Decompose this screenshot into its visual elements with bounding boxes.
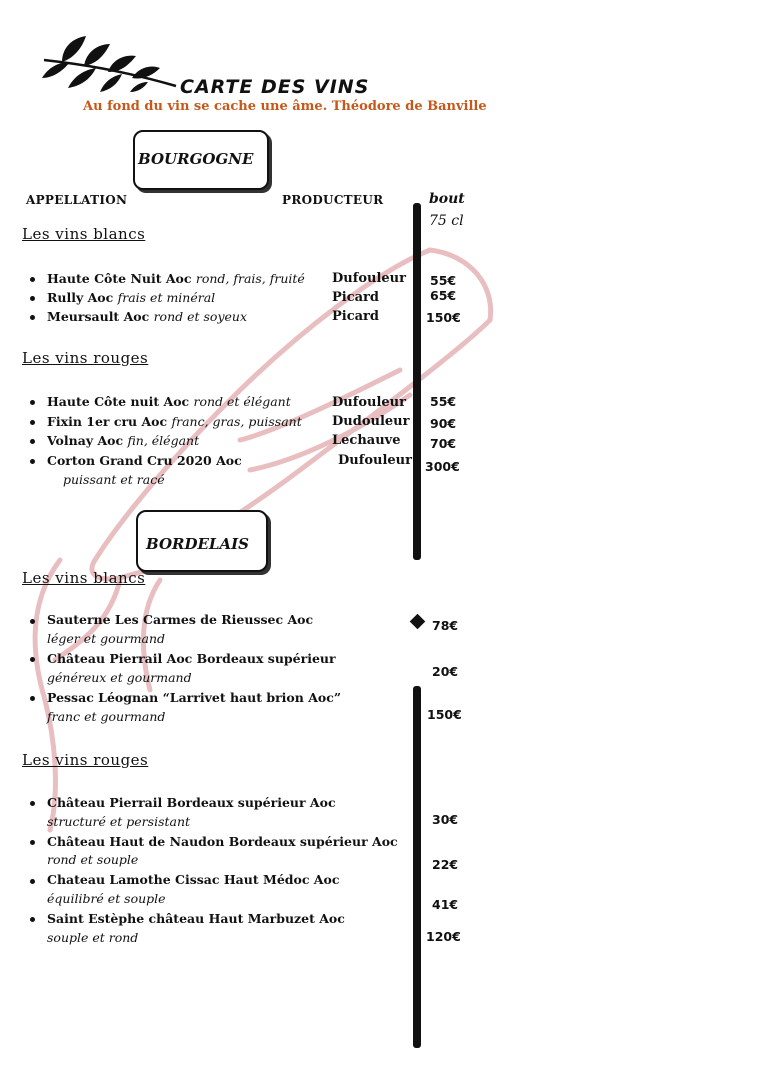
- list-item-name: Haute Côte nuit Aoc rond et élégant: [47, 394, 291, 409]
- bullet: [30, 801, 35, 806]
- column-volume: 75 cl: [429, 213, 464, 229]
- wine-price: 55€: [430, 394, 457, 409]
- wine-description: rond, frais, fruité: [195, 271, 305, 286]
- bullet: [30, 917, 35, 922]
- wine-producer: Picard: [332, 309, 379, 324]
- wine-description: frais et minéral: [117, 290, 216, 305]
- wine-description: fin, élégant: [127, 433, 200, 448]
- wine-price: 90€: [430, 416, 457, 431]
- wine-description: équilibré et souple: [47, 891, 166, 906]
- list-item-name: Volnay Aoc fin, élégant: [47, 433, 200, 448]
- wine-price: 120€: [426, 929, 461, 944]
- list-item-name: Rully Aoc frais et minéral: [47, 290, 216, 305]
- bullet: [30, 879, 35, 884]
- wine-description: rond et soyeux: [153, 309, 247, 324]
- bullet: [30, 619, 35, 624]
- wine-description: généreux et gourmand: [47, 670, 192, 685]
- wine-description: franc et gourmand: [47, 709, 166, 724]
- list-item-name: Château Pierrail Bordeaux supérieur Aoc: [47, 795, 336, 810]
- region-title-bourgogne: BOURGOGNE: [138, 150, 254, 168]
- wine-description: léger et gourmand: [47, 631, 166, 646]
- list-item-name: Château Haut de Naudon Bordeaux supérieur Aoc: [47, 834, 398, 849]
- wine-description: rond et élégant: [193, 394, 291, 409]
- bullet: [30, 420, 35, 425]
- wine-description: structuré et persistant: [47, 814, 191, 829]
- section-heading-blancs-bordelais: Les vins blancs: [22, 569, 146, 587]
- column-bout: bout: [429, 191, 465, 207]
- page-title: CARTE DES VINS: [180, 76, 370, 98]
- wine-producer: Lechauve: [332, 433, 401, 448]
- wine-price: 20€: [432, 664, 459, 679]
- wine-price: 70€: [430, 436, 457, 451]
- list-item-name: Chateau Lamothe Cissac Haut Médoc Aoc: [47, 872, 340, 887]
- section-heading-blancs-bourgogne: Les vins blancs: [22, 225, 146, 243]
- bullet: [30, 296, 35, 301]
- divider-bar-bordelais: [413, 686, 421, 1048]
- list-item-name: Saint Estèphe château Haut Marbuzet Aoc: [47, 911, 345, 926]
- section-heading-rouges-bordelais: Les vins rouges: [22, 751, 149, 769]
- leaf-branch-icon: [40, 30, 180, 92]
- wine-description: souple et rond: [47, 930, 139, 945]
- wine-price: 78€: [432, 618, 459, 633]
- bullet: [30, 439, 35, 444]
- wine-price: 41€: [432, 897, 459, 912]
- list-item-name: Sauterne Les Carmes de Rieussec Aoc: [47, 612, 314, 627]
- wine-description: puissant et racé: [63, 472, 165, 487]
- bullet: [30, 459, 35, 464]
- wine-producer: Dudouleur: [332, 414, 410, 429]
- column-producteur: PRODUCTEUR: [282, 193, 384, 207]
- region-title-bordelais: BORDELAIS: [146, 535, 249, 553]
- wine-price: 30€: [432, 812, 459, 827]
- wine-producer: Dufouleur: [332, 395, 406, 410]
- wine-producer: Picard: [332, 290, 379, 305]
- bullet: [30, 657, 35, 662]
- wine-price: 65€: [430, 288, 457, 303]
- wine-producer: Dufouleur: [332, 271, 406, 286]
- bullet: [30, 696, 35, 701]
- wine-price: 150€: [426, 310, 461, 325]
- list-item-name: Haute Côte Nuit Aoc rond, frais, fruité: [47, 271, 305, 286]
- quote: Au fond du vin se cache une âme. Théodore de Banville: [83, 99, 487, 114]
- divider-bar-bourgogne: [413, 203, 421, 560]
- section-heading-rouges-bourgogne: Les vins rouges: [22, 349, 149, 367]
- wine-price: 55€: [430, 273, 457, 288]
- bullet: [30, 277, 35, 282]
- wine-producer: Dufouleur: [338, 453, 412, 468]
- column-appellation: APPELLATION: [26, 193, 128, 207]
- list-item-name: Pessac Léognan “Larrivet haut brion Aoc”: [47, 690, 342, 705]
- list-item-name: Fixin 1er cru Aoc franc, gras, puissant: [47, 414, 302, 429]
- wine-price: 22€: [432, 857, 459, 872]
- wine-price: 300€: [425, 459, 460, 474]
- list-item-name: Corton Grand Cru 2020 Aoc: [47, 453, 242, 468]
- wine-description: rond et souple: [47, 852, 139, 867]
- bullet: [30, 840, 35, 845]
- list-item-name: Château Pierrail Aoc Bordeaux supérieur: [47, 651, 336, 666]
- list-item-name: Meursault Aoc rond et soyeux: [47, 309, 247, 324]
- wine-price: 150€: [427, 707, 462, 722]
- bullet: [30, 315, 35, 320]
- wine-description: franc, gras, puissant: [171, 414, 302, 429]
- bullet: [30, 400, 35, 405]
